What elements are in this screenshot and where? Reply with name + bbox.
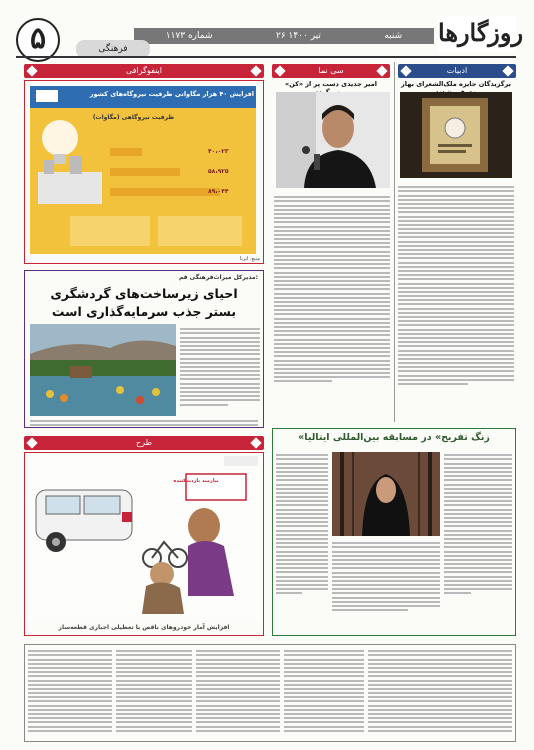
tourism-kicker: مدیرکل میراث‌فرهنگی قم: [178,274,258,281]
lake-photo [30,324,176,416]
park-lake-image [30,324,176,416]
newspaper-logo: روزگارها [438,16,516,52]
notice-block-3 [196,648,280,738]
cartoon-caption: افزایش آمار خودروهای ناقص با تعطیلی اجباری قطعه‌ساز [58,624,230,631]
notice-block-5 [368,648,512,738]
award-photo [400,92,512,178]
category-badge: فرهنگی [76,40,150,58]
section-tag-cinema: سی نما [272,64,390,78]
infographic-subtitle: ظرفیت نیروگاهی (مگاوات) [92,114,174,121]
festival-headline: «زنگ تفریح» در مسابقه بین‌المللی ایتالیا [298,432,490,443]
section-tag-cartoon: طرح [24,436,264,450]
actor-portrait-image [276,92,390,188]
festival-body-text-middle [332,540,440,632]
cartoon-sign: نیازمند بازدید‌کننده [173,478,219,484]
issue-bar [134,28,434,44]
issue-number: شماره ۱۱۷۳ [165,31,213,41]
literature-headline: برگزیدگان جایزه ملک‌الشعرای بهار [401,80,511,88]
car-cartoon-image [28,456,260,620]
cartoon-panel [28,456,260,620]
section-tag-infographic: اینفوگرافی [24,64,264,78]
festival-body-text-right [444,452,512,632]
literature-body-text [398,184,514,420]
actor-photo [276,92,390,188]
infographic-value-1: ۴۰،۰۲۳ [208,148,229,155]
infographic-source: منبع: ایرنا [239,256,260,262]
column-divider [394,62,395,422]
notice-block-1 [28,648,112,738]
award-plaque-image [400,92,512,178]
film-still-image [332,452,440,536]
masthead [16,14,524,56]
infographic-value-3: ۸۹،۰۴۴ [208,188,229,195]
infographic-title: افزایش ۴۰ هزار مگاواتی ظرفیت نیروگاه‌های کشور [89,90,254,98]
cinema-body-text [274,194,390,420]
issue-date: ۲۶ تیر ۱۴۰۰ [275,31,321,41]
cinema-headline: امیر جدیدی دست پر از «کن» [285,80,377,88]
notice-block-2 [116,648,192,738]
notice-block-4 [284,648,364,738]
tourism-headline-line-2: بستر جذب سرمایه‌گذاری است [51,304,237,319]
tourism-body-text-right [180,326,260,416]
issue-day: شنبه [384,31,403,41]
header-rule [16,56,516,58]
page-number: ۵ [16,18,60,62]
film-still-photo [332,452,440,536]
section-tag-literature: ادبیات [398,64,516,78]
infographic-value-2: ۵۸،۹۲۵ [208,168,229,175]
festival-body-text-left [276,452,328,632]
tourism-body-text-bottom [30,418,258,428]
tourism-headline-line-1: احیای زیرساخت‌های گردشگری [50,286,238,301]
